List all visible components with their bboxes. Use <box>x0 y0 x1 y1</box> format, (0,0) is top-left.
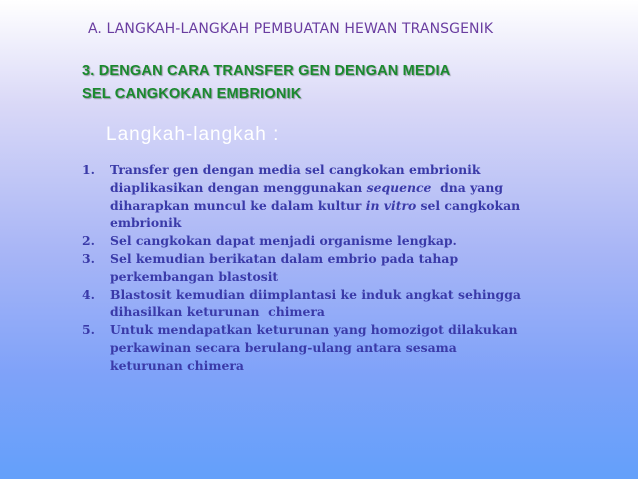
step-number: 2. <box>82 233 95 249</box>
step-number: 5. <box>82 322 95 338</box>
step-1 <box>82 161 552 232</box>
step-emphasis: in vitro <box>365 197 417 213</box>
step-line: perkembangan blastosit <box>110 268 279 284</box>
step-line: Sel cangkokan dapat menjadi organisme lengkap. <box>110 233 457 249</box>
steps-header: Langkah-langkah : <box>106 124 280 145</box>
step-number: 1. <box>82 162 95 177</box>
method-title-line: 3. DENGAN CARA TRANSFER GEN DENGAN MEDIA <box>82 63 451 79</box>
step-text: diharapkan muncul ke dalam kultur <box>110 197 366 213</box>
step-line <box>110 197 552 215</box>
step-line: Untuk mendapatkan keturunan yang homozigot dilakukan <box>110 322 518 338</box>
step-text: diaplikasikan dengan menggunakan <box>110 179 367 195</box>
step-line <box>110 179 552 197</box>
step-line: Blastosit kemudian diimplantasi ke induk angkat sehingga <box>110 286 521 302</box>
step-2 <box>82 232 552 250</box>
step-number: 4. <box>82 286 95 302</box>
step-emphasis: sequence <box>366 179 432 195</box>
step-number: 3. <box>82 250 95 266</box>
step-line: Sel kemudian berikatan dalam embrio pada tahap <box>110 250 459 266</box>
step-line: perkawinan secara berulang-ulang antara sesama <box>110 339 457 355</box>
step-4 <box>82 286 552 322</box>
step-text: dna yang <box>431 179 503 195</box>
slide-heading: A. LANGKAH-LANGKAH PEMBUATAN HEWAN TRANSGENIK <box>88 21 494 37</box>
steps-list <box>82 161 552 375</box>
step-text: sel cangkokan <box>416 197 521 213</box>
step-line: embrionik <box>110 215 182 231</box>
step-line: dihasilkan keturunan chimera <box>110 304 325 320</box>
step-line: Transfer gen dengan media sel cangkokan embrionik <box>110 162 481 177</box>
method-title <box>82 60 582 106</box>
step-5 <box>82 321 552 374</box>
method-title-line: SEL CANGKOKAN EMBRIONIK <box>82 86 302 102</box>
step-3 <box>82 250 552 286</box>
step-line: keturunan chimera <box>110 357 244 373</box>
